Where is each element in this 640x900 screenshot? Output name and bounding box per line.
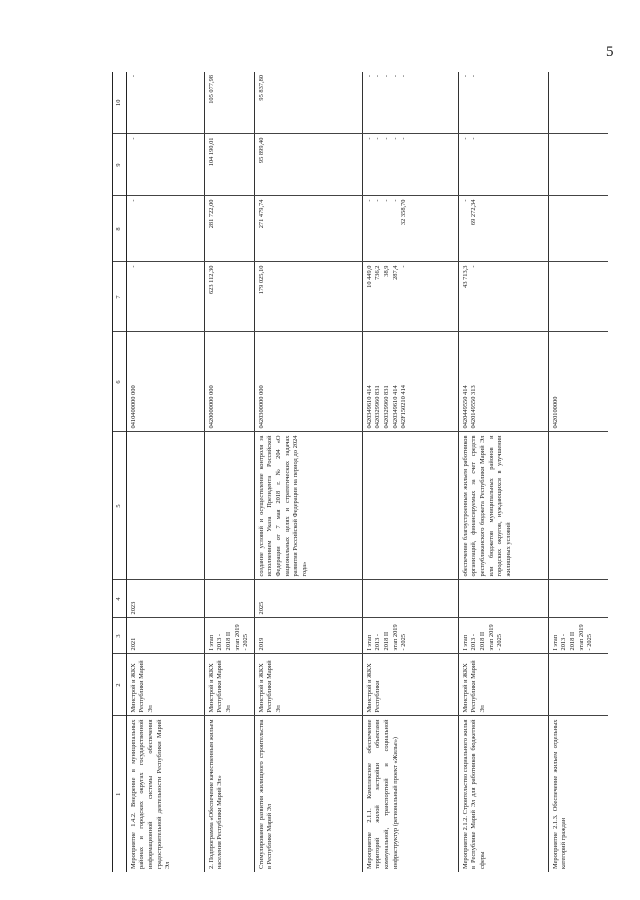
- amount-cell: [254, 72, 362, 134]
- budget-code-cell: [126, 332, 204, 432]
- budget-code: 042F150210 414: [400, 385, 408, 429]
- end-cell: 2023: [126, 580, 204, 618]
- budget-code-cell: [254, 332, 362, 432]
- measure-name-cell: Мероприятие 1.4.2. Внедрение в муниципальных районах и городских округах государственной информационной системы обеспечения градостроительной деятельности Республики Марий Эл: [126, 716, 204, 872]
- amount-value: -: [470, 137, 478, 140]
- amount-cell: [362, 262, 458, 332]
- amount-cell: [458, 196, 548, 262]
- amount-cell: [126, 196, 204, 262]
- table-row: [254, 72, 362, 872]
- budget-code: 0420349610 414: [365, 385, 373, 429]
- result-cell: [548, 432, 608, 580]
- header-cell: 5: [113, 432, 127, 580]
- header-cell: 10: [113, 72, 127, 134]
- amount-value: -: [391, 137, 399, 140]
- end-cell: [204, 580, 254, 618]
- budget-code: 0420329960 831: [383, 385, 391, 429]
- result-cell: [204, 432, 254, 580]
- header-cell: 9: [113, 134, 127, 196]
- amount-value: -: [461, 75, 469, 78]
- end-cell: [458, 580, 548, 618]
- amount-value: 43 713,3: [461, 265, 469, 288]
- result-cell: обеспечение благоустроенным жильем работников организаций, финансируемых за счет средств республиканского бюджета Республики Марий Эл или бюджетов муниципальных районов и городских округов, нуждающихся в улучшении жилищных условий: [458, 432, 548, 580]
- start-cell: I этап 2013 - 2018 II этап 2019 - 2025: [362, 618, 458, 654]
- amount-value: -: [129, 137, 137, 140]
- executor-cell: Минстрой и ЖКХ Республики Марий Эл: [204, 654, 254, 716]
- amount-value: -: [400, 75, 408, 78]
- amount-value: 105 077,98: [207, 75, 215, 104]
- budget-code-cell: [548, 332, 608, 432]
- end-cell: 2025: [254, 580, 362, 618]
- measure-name-cell: Мероприятие 2.1.2. Строительство социального жилья в Республике Марий Эл для работников бюджетной сферы: [458, 716, 548, 872]
- start-cell: 2021: [126, 618, 204, 654]
- amount-value: 38,9: [383, 265, 391, 277]
- amount-cell: [362, 134, 458, 196]
- amount-value: 10 449,0: [365, 265, 373, 288]
- amount-value: -: [365, 75, 373, 78]
- program-table: [112, 72, 608, 872]
- header-cell: 1: [113, 716, 127, 872]
- executor-cell: Минстрой и ЖКХ Республики Марий Эл: [254, 654, 362, 716]
- end-cell: [362, 580, 458, 618]
- header-cell: 7: [113, 262, 127, 332]
- amount-cell: [254, 134, 362, 196]
- measure-name-cell: Мероприятие 2.1.1. Комплексное обеспечение территорий жилой застройки объектами коммунальной, транспортной и социальной инфраструктур (региональный проект «Жилье»): [362, 716, 458, 872]
- start-cell: I этап 2013 - 2018 II этап 2019 - 2025: [204, 618, 254, 654]
- amount-value: -: [129, 265, 137, 268]
- header-row: [113, 72, 127, 872]
- amount-value: 104 190,01: [207, 137, 215, 167]
- amount-value: -: [365, 199, 373, 202]
- budget-code: 0420349610 414: [391, 385, 399, 429]
- amount-value: 287,4: [391, 265, 399, 280]
- amount-cell: [548, 72, 608, 134]
- start-cell: I этап 2013 - 2018 II этап 2019 - 2025: [458, 618, 548, 654]
- amount-value: -: [365, 137, 373, 140]
- amount-cell: [458, 262, 548, 332]
- amount-cell: [548, 196, 608, 262]
- amount-value: -: [400, 137, 408, 140]
- result-cell: создание условий и осуществление контроля за исполнением Указа Президента Российской Федерации от 7 мая 2018 г. № 204 «О национальных целях и стратегических задачах развития Российской Федерации на период до 2024 года»: [254, 432, 362, 580]
- executor-cell: Минстрой и ЖКХ Республики Марий Эл: [126, 654, 204, 716]
- table-row: [362, 72, 458, 872]
- measure-name-cell: 2. Подпрограмма «Обеспечение качественным жильем населения Республики Марий Эл»: [204, 716, 254, 872]
- executor-cell: Минстрой и ЖКХ Республики Марий Эл: [458, 654, 548, 716]
- measure-name-cell: Стимулирование развития жилищного строительства в Республике Марий Эл: [254, 716, 362, 872]
- header-cell: 6: [113, 332, 127, 432]
- amount-value: -: [374, 199, 382, 202]
- executor-cell: [548, 654, 608, 716]
- amount-cell: [548, 262, 608, 332]
- amount-value: -: [374, 75, 382, 78]
- amount-value: 281 722,00: [207, 199, 215, 229]
- amount-value: -: [374, 137, 382, 140]
- amount-cell: [204, 262, 254, 332]
- amount-cell: [362, 72, 458, 134]
- amount-cell: [126, 134, 204, 196]
- rotated-table-page: [112, 72, 622, 872]
- amount-value: -: [470, 265, 478, 268]
- table-row: [548, 72, 608, 872]
- amount-value: 95 837,80: [257, 75, 265, 101]
- budget-code: 0420100000: [551, 396, 559, 429]
- amount-value: -: [383, 137, 391, 140]
- budget-code: 0420449550 414: [461, 385, 469, 429]
- start-cell: I этап 2013 - 2018 II этап 2019 - 2025: [548, 618, 608, 654]
- page-number: 5: [606, 44, 614, 60]
- amount-value: 736,2: [374, 265, 382, 280]
- budget-code: 0420329960 831: [374, 385, 382, 429]
- amount-value: 271 479,74: [257, 199, 265, 229]
- amount-value: -: [470, 75, 478, 78]
- amount-value: -: [383, 75, 391, 78]
- amount-value: 69 272,34: [470, 199, 478, 226]
- amount-cell: [458, 72, 548, 134]
- amount-cell: [254, 262, 362, 332]
- table-row: [458, 72, 548, 872]
- amount-cell: [204, 196, 254, 262]
- amount-value: 623 112,30: [207, 265, 215, 295]
- amount-value: -: [383, 199, 391, 202]
- start-cell: 2019: [254, 618, 362, 654]
- amount-cell: [458, 134, 548, 196]
- result-cell: [126, 432, 204, 580]
- amount-cell: [548, 134, 608, 196]
- header-cell: 8: [113, 196, 127, 262]
- amount-value: 32 358,70: [400, 199, 408, 226]
- header-cell: 2: [113, 654, 127, 716]
- budget-code: 0420000000 000: [207, 385, 215, 429]
- table-row: [204, 72, 254, 872]
- amount-value: -: [129, 75, 137, 78]
- measure-name-cell: Мероприятие 2.1.3. Обеспечение жильем отдельных категорий граждан: [548, 716, 608, 872]
- budget-code-cell: [204, 332, 254, 432]
- budget-code-cell: [458, 332, 548, 432]
- budget-code-cell: [362, 332, 458, 432]
- amount-cell: [204, 72, 254, 134]
- amount-value: -: [461, 137, 469, 140]
- amount-cell: [254, 196, 362, 262]
- amount-value: 179 025,10: [257, 265, 265, 295]
- executor-cell: Минстрой и ЖКХ Республики: [362, 654, 458, 716]
- amount-value: -: [391, 75, 399, 78]
- amount-cell: [362, 196, 458, 262]
- amount-value: 95 899,40: [257, 137, 265, 164]
- amount-value: -: [391, 199, 399, 202]
- header-cell: 4: [113, 580, 127, 618]
- result-cell: [362, 432, 458, 580]
- budget-code: 0420300000 000: [257, 385, 265, 429]
- amount-cell: [126, 262, 204, 332]
- header-cell: 3: [113, 618, 127, 654]
- table-row: [126, 72, 204, 872]
- amount-cell: [126, 72, 204, 134]
- budget-code: 0410400000 000: [129, 385, 137, 429]
- amount-value: -: [400, 265, 408, 268]
- end-cell: [548, 580, 608, 618]
- amount-value: -: [461, 199, 469, 202]
- budget-code: 0420149550 313: [470, 385, 478, 429]
- amount-cell: [204, 134, 254, 196]
- amount-value: -: [129, 199, 137, 202]
